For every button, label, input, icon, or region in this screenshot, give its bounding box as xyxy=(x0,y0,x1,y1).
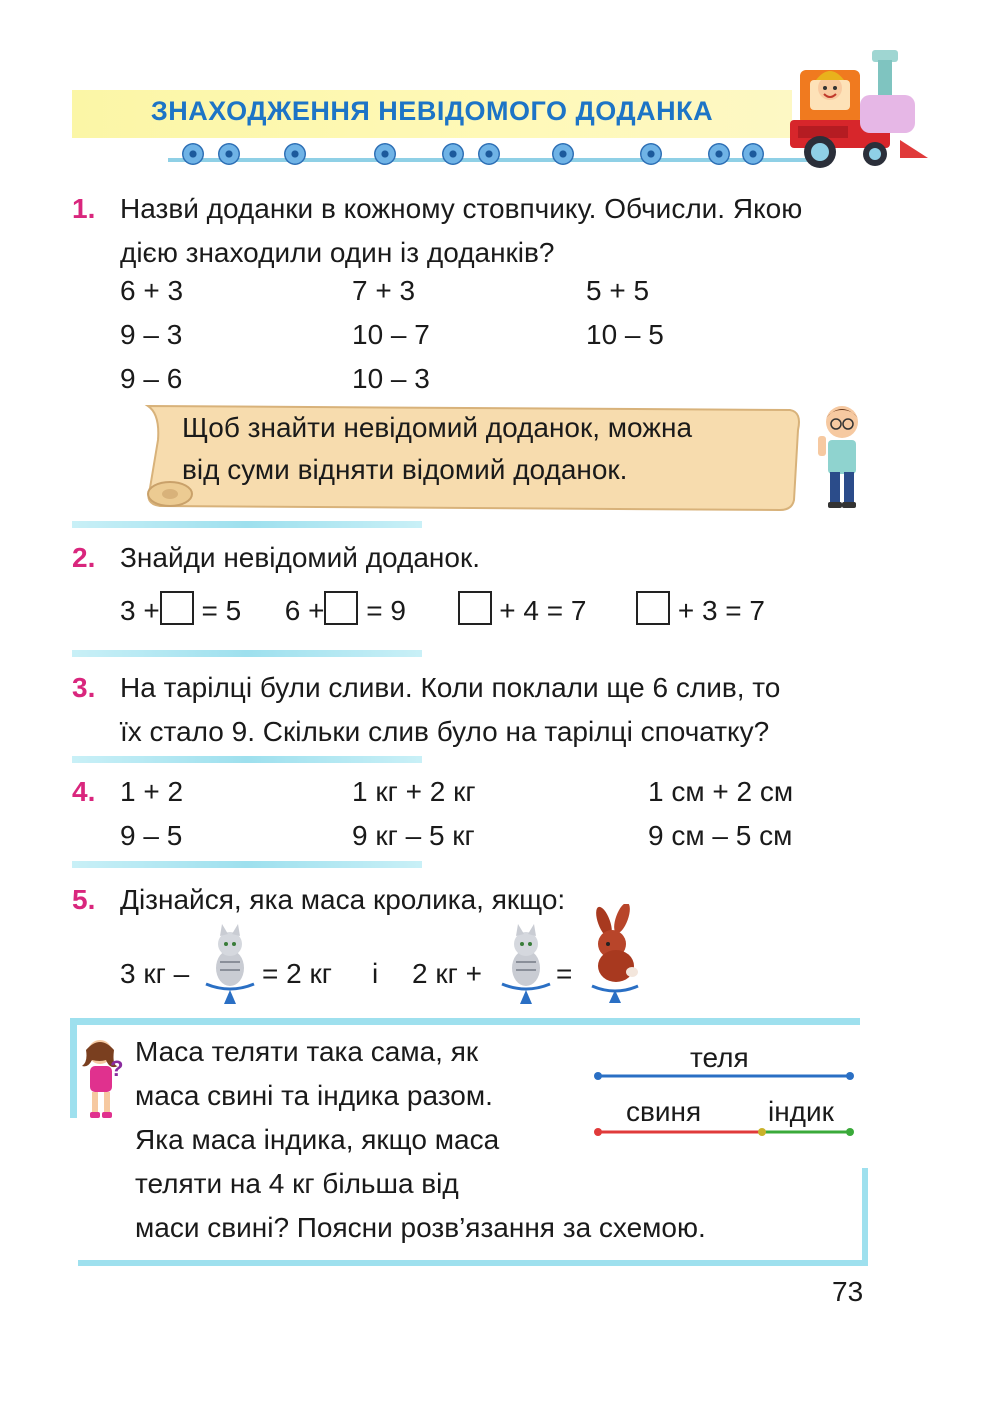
eq-right: = 5 xyxy=(201,595,242,626)
task5-eq2-left: 2 кг + xyxy=(412,958,482,989)
wheel-icon xyxy=(374,143,396,165)
answer-box[interactable] xyxy=(324,591,358,625)
task-number: 2. xyxy=(72,542,96,573)
expression: 1 кг + 2 кг xyxy=(352,776,476,807)
task4-col3 xyxy=(648,770,793,858)
task-number: 5. xyxy=(72,884,96,915)
task2-text: Знайди невідомий доданок. xyxy=(120,542,480,573)
scheme-label-pig: свиня xyxy=(626,1096,702,1127)
eq-left: 3 + xyxy=(120,595,160,626)
task5-eq2-right: = xyxy=(556,958,573,989)
task5-text: Дізнайся, яка маса кролика, якщо: xyxy=(120,884,566,915)
boy-illustration xyxy=(812,400,874,512)
expression: 9 – 6 xyxy=(120,363,183,394)
wheel-icon xyxy=(218,143,240,165)
locomotive-illustration xyxy=(780,40,940,175)
wheel-icon xyxy=(478,143,500,165)
task1-col2 xyxy=(352,269,430,401)
expression: 1 см + 2 см xyxy=(648,776,794,807)
task1-col3 xyxy=(586,269,664,357)
task1-col1 xyxy=(120,269,183,401)
section-divider xyxy=(72,521,422,528)
expression: 7 + 3 xyxy=(352,275,416,306)
task-number: 3. xyxy=(72,672,96,703)
expression: 10 – 7 xyxy=(352,319,430,350)
scheme-label-turkey: індик xyxy=(768,1096,834,1127)
cat-on-scale-icon xyxy=(200,922,260,1006)
cat-on-scale-icon xyxy=(496,922,556,1006)
info-line3: Яка маса індика, якщо маса xyxy=(135,1124,500,1155)
expression: 1 + 2 xyxy=(120,776,184,807)
svg-text:?: ? xyxy=(110,1056,124,1081)
task4-col2 xyxy=(352,770,476,858)
info-line1: Маса теляти така сама, як xyxy=(135,1036,479,1067)
wheel-icon xyxy=(284,143,306,165)
expression: 9 – 5 xyxy=(120,820,183,851)
eq-right: + 3 = 7 xyxy=(677,595,765,626)
expression: 9 – 3 xyxy=(120,319,183,350)
page-title: ЗНАХОДЖЕННЯ НЕВІДОМОГО ДОДАНКА xyxy=(150,96,714,126)
equation xyxy=(285,595,414,626)
task1-text-line2: дією знаходили один із доданків? xyxy=(120,237,555,268)
task2-equations xyxy=(120,589,765,633)
expression: 6 + 3 xyxy=(120,275,184,306)
task5-eq1-right: = 2 кг xyxy=(262,958,332,989)
expression: 10 – 3 xyxy=(352,363,430,394)
section-divider xyxy=(72,756,422,763)
scheme-label-calf: теля xyxy=(690,1042,749,1073)
rule-line2: від суми відняти відомий доданок. xyxy=(182,454,628,485)
equation xyxy=(120,595,249,626)
task3-line1: На тарілці були сливи. Коли поклали ще 6 слив, то xyxy=(120,672,781,703)
answer-box[interactable] xyxy=(458,591,492,625)
rabbit-on-scale-icon xyxy=(584,904,646,1004)
expression: 9 кг – 5 кг xyxy=(352,820,475,851)
eq-left: 6 + xyxy=(284,595,325,626)
equation xyxy=(636,595,765,626)
wheel-icon xyxy=(552,143,574,165)
wheel-icon xyxy=(742,143,764,165)
task-number: 1. xyxy=(72,193,96,224)
wheel-icon xyxy=(442,143,464,165)
answer-box[interactable] xyxy=(160,591,194,625)
wheel-icon xyxy=(708,143,730,165)
task1-text-line1: Назви́ доданки в кожному стовпчику. Обчисли. Якою xyxy=(120,193,803,224)
girl-question-icon xyxy=(80,1036,126,1120)
info-line5: маси свині? Поясни розв’язання за схемою. xyxy=(135,1212,706,1243)
eq-right: + 4 = 7 xyxy=(499,595,587,626)
rule-line1: Щоб знайти невідомий доданок, можна xyxy=(182,412,693,443)
task5-conj: і xyxy=(372,958,379,989)
task5-eq1-left: 3 кг – xyxy=(120,958,190,989)
expression: 5 + 5 xyxy=(586,275,650,306)
expression: 10 – 5 xyxy=(586,319,664,350)
page-number: 73 xyxy=(832,1276,864,1307)
task4-col1 xyxy=(120,770,183,858)
info-line4: теляти на 4 кг більша від xyxy=(135,1168,459,1199)
wheel-icon xyxy=(640,143,662,165)
info-line2: маса свині та індика разом. xyxy=(135,1080,493,1111)
expression: 9 см – 5 см xyxy=(648,820,793,851)
wheel-icon xyxy=(182,143,204,165)
task3-line2: їх стало 9. Скільки слив було на тарілці спочатку? xyxy=(120,716,770,747)
eq-right: = 9 xyxy=(366,595,406,626)
section-divider xyxy=(72,650,422,657)
task-number: 4. xyxy=(72,776,96,807)
answer-box[interactable] xyxy=(636,591,670,625)
equation xyxy=(458,595,595,626)
section-divider xyxy=(72,861,422,868)
